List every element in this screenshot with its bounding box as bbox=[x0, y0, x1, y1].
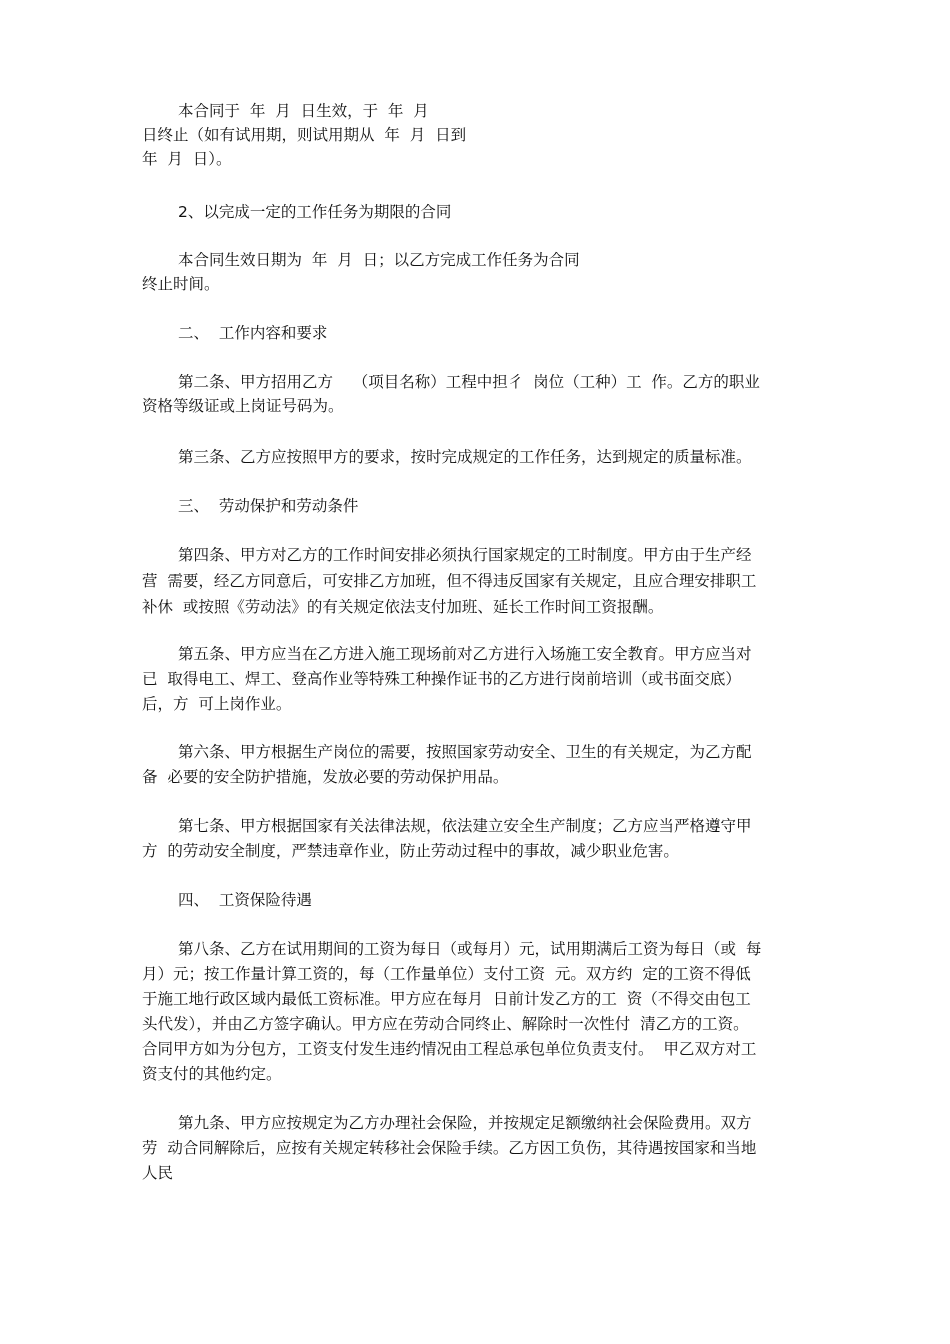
text-line: 第六条、甲方根据生产岗位的需要，按照国家劳动安全、卫生的有关规定，为乙方配 bbox=[178, 743, 752, 761]
text-line: 月）元；按工作量计算工资的，每（工作量单位）支付工资 元。双方约 定的工资不得低 bbox=[142, 965, 751, 983]
text-line: 劳 动合同解除后，应按有关规定转移社会保险手续。乙方因工负伤，其待遇按国家和当地 bbox=[142, 1139, 757, 1157]
text-line: 已 取得电工、焊工、登高作业等特殊工种操作证书的乙方进行岗前培训（或书面交底） bbox=[142, 670, 741, 688]
text-line: 营 需要，经乙方同意后，可安排乙方加班，但不得违反国家有关规定，且应合理安排职工 bbox=[142, 572, 757, 590]
text-line: 方 的劳动安全制度，严禁违章作业，防止劳动过程中的事故，减少职业危害。 bbox=[142, 842, 679, 860]
text-line: 后，方 可上岗作业。 bbox=[142, 695, 292, 713]
text-line: 本合同生效日期为 年 月 日；以乙方完成工作任务为合同 bbox=[178, 251, 580, 269]
text-line: 终止时间。 bbox=[142, 275, 220, 293]
text-line: 备 必要的安全防护措施，发放必要的劳动保护用品。 bbox=[142, 768, 509, 786]
text-line: 本合同于 年 月 日生效，于 年 月 bbox=[178, 102, 429, 120]
text-line: 年 月 日）。 bbox=[142, 150, 232, 168]
text-line: 第七条、甲方根据国家有关法律法规，依法建立安全生产制度；乙方应当严格遵守甲 bbox=[178, 817, 752, 835]
text-line: 资支付的其他约定。 bbox=[142, 1065, 282, 1083]
section-heading: 四、 工资保险待遇 bbox=[178, 891, 312, 909]
text-line: 合同甲方如为分包方，工资支付发生违约情况由工程总承包单位负责支付。 甲乙双方对工 bbox=[142, 1040, 757, 1058]
text-line: 第三条、乙方应按照甲方的要求，按时完成规定的工作任务，达到规定的质量标准。 bbox=[178, 448, 752, 466]
text-line: 第五条、甲方应当在乙方进入施工现场前对乙方进行入场施工安全教育。甲方应当对 bbox=[178, 645, 752, 663]
text-line: 头代发），并由乙方签字确认。甲方应在劳动合同终止、解除时一次性付 清乙方的工资。 bbox=[142, 1015, 749, 1033]
text-line: 第八条、乙方在试用期间的工资为每日（或每月）元，试用期满后工资为每日（或 每 bbox=[178, 940, 762, 958]
text-line: 第九条、甲方应按规定为乙方办理社会保险，并按规定足额缴纳社会保险费用。双方 bbox=[178, 1114, 752, 1132]
text-line: 日终止（如有试用期，则试用期从 年 月 日到 bbox=[142, 126, 467, 144]
text-line: 第四条、甲方对乙方的工作时间安排必须执行国家规定的工时制度。甲方由于生产经 bbox=[178, 546, 752, 564]
section-heading: 三、 劳动保护和劳动条件 bbox=[178, 497, 359, 515]
section-heading: 二、 工作内容和要求 bbox=[178, 324, 328, 342]
text-line: 第二条、甲方招用乙方 （项目名称）工程中担彳 岗位（工种）工 作。乙方的职业 bbox=[178, 373, 760, 391]
text-line: 人民 bbox=[142, 1164, 174, 1182]
text-line: 于施工地行政区域内最低工资标准。甲方应在每月 日前计发乙方的工 资（不得交由包工 bbox=[142, 990, 751, 1008]
text-line: 2、以完成一定的工作任务为期限的合同 bbox=[178, 203, 452, 221]
text-line: 资格等级证或上岗证号码为。 bbox=[142, 397, 344, 415]
text-line: 补休 或按照《劳动法》的有关规定依法支付加班、延长工作时间工资报酬。 bbox=[142, 598, 664, 616]
